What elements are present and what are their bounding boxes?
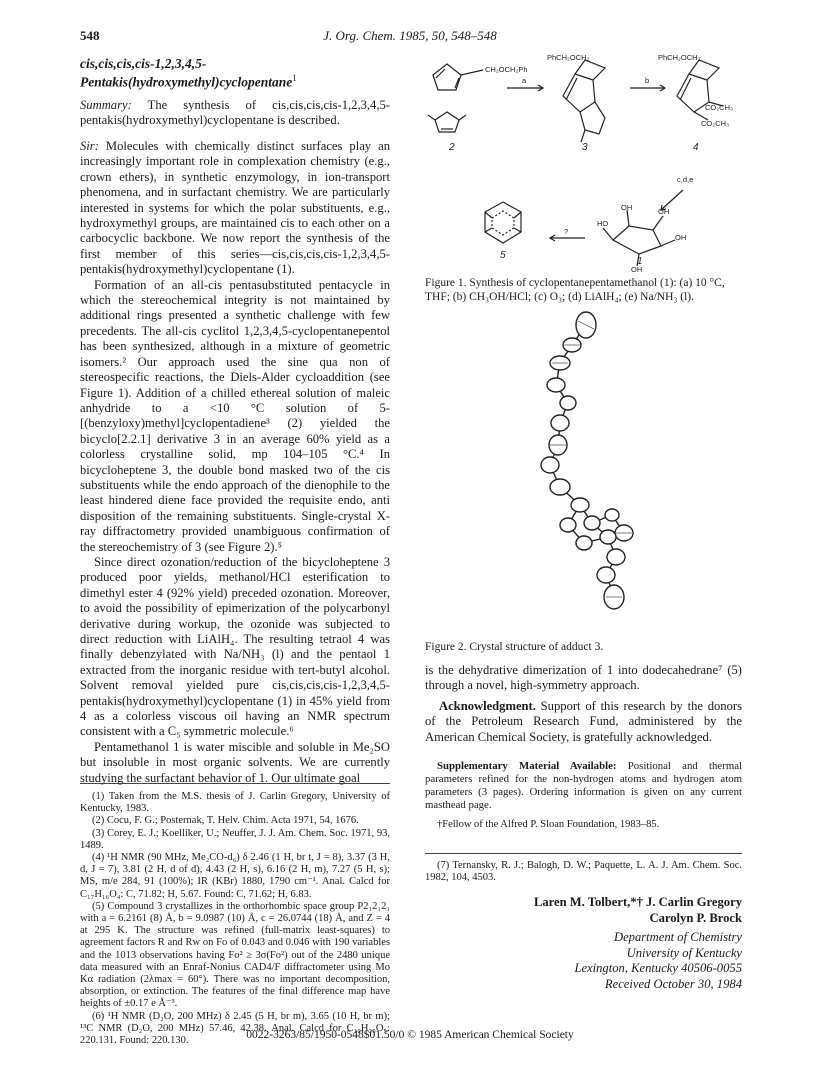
- page-number: 548: [80, 28, 100, 43]
- label-co2ch3-b: CO₂CH₃: [701, 119, 730, 128]
- footnote: (1) Taken from the M.S. thesis of J. Carlin Gregory, University of Kentucky, 1983.: [80, 791, 390, 815]
- figure1-caption: Figure 1. Synthesis of cyclopentanepentamethanol (1): (a) 10 °C, THF; (b) CH₃OH/HCl; (c) O₃; (d) LiAlH₄; (e) Na/NH₃ (l).: [425, 277, 725, 303]
- label-co2ch3-a: CO₂CH₃: [705, 103, 734, 112]
- summary: [80, 98, 390, 129]
- compound-number-4: 4: [693, 142, 699, 153]
- footnote: (6) ¹H NMR (D₂O, 200 MHz) δ 2.45 (5 H, br m), 3.65 (10 H, br m); ¹³C NMR (D₂O, 200 MHz) 57.46, 42.38. Anal. Calcd for C₁₀H₂₀O₅: 220.131. Found: 220.130.: [80, 1010, 390, 1047]
- label-oh: OH: [621, 203, 633, 212]
- arrow-question-label: ?: [564, 227, 569, 236]
- ack-text: Support of this research by the donors of the Petroleum Research Fund, administered by the American Chemical Society, is gratefully acknowledged.: [425, 699, 742, 744]
- label-sub4: PhCH₂OCH₂: [658, 53, 701, 62]
- article-title: cis,cis,cis,cis-1,2,3,4,5-Pentakis(hydroxymethyl)cyclopentane$^1$: [80, 56, 297, 90]
- supp-label: Supplementary Material Available:: [437, 760, 617, 772]
- arrow-cde-label: c,d,e: [677, 175, 694, 184]
- reference-rule: [425, 853, 742, 854]
- maleic-anhydride: [428, 112, 466, 132]
- running-head: J. Org. Chem. 1985, 50, 548–548: [323, 28, 497, 43]
- figure1-scheme: [425, 50, 742, 272]
- cyclopentadiene-2: [433, 64, 483, 90]
- bicycle-3: [563, 60, 605, 142]
- received-date: Received October 30, 1984: [604, 976, 742, 991]
- footnotes: [80, 791, 390, 1047]
- ack-label: Acknowledgment.: [439, 699, 536, 713]
- label-sub3: PhCH₂OCH₂: [547, 53, 590, 62]
- footnote: (5) Compound 3 crystallizes in the orthorhombic space group P2₁2₁2₁ with a = 6.2161 (8) Å, b = 9.0987 (10) Å, c = 26.0744 (18) Å, and Z = 4 at 295 K. The structure was refined (full-matrix least-squares) to agreement factors R and Rw on Fo of 0.043 and 0.046 with 190 variables and the 1013 observations having Fo² ≥ 3σ(Fo²) out of the 2480 unique data measured with an Enraf-Nonius CAD4/F diffractometer using Mo Kα radiation (2λmax = 60°). There was no important decomposition, absorption, or extinction. The features of the final difference map have heights of ±0.17 e Å⁻³.: [80, 900, 390, 1010]
- paragraph-1: Molecules with chemically distinct surfaces play an increasingly important role in complexation chemistry (e.g., crown ethers), in synthetic enzymology, in ion-transport phenomena, and in surfactant chemistry. We are particularly interested in systems for which the polar substituents, e.g., hydroxymethyl groups, are maintained cis to each other on a carbocyclic backbone. We now report the synthesis of the first member of this series—cis,cis,cis,cis-1,2,3,4,5-pentakis(hydroxymethyl)cyclopentane (1).: [80, 139, 390, 277]
- figure2-ortep: [520, 305, 660, 625]
- university: University of Kentucky: [626, 945, 742, 960]
- author-block: [425, 895, 742, 992]
- continuation-text: is the dehydrative dimerization of 1 into dodecahedrane⁷ (5) through a novel, high-symmetry approach.: [425, 663, 742, 693]
- compound-number-3: 3: [582, 142, 588, 153]
- label-oh: OH: [658, 207, 670, 216]
- paragraph-3: Since direct ozonation/reduction of the bicycloheptene 3 produced poor yields, methanol/HCl esterification to dimethyl ester 4 (92% yield) preceded ozonation. Moreover, to avoid the possibility of epimerization of the polycarbonyl derivative during workup, the ozonide was subjected to direct reduction with LiAlH₄. The resulting tetraol 4 was finally debenzylated with Na/NH₃ (l) and the pentaol 1 extracted from the inorganic residue with tert-butyl alcohol. Solvent removal yielded pure cis,cis,cis,cis-1,2,3,4,5-pentakis(hydroxymethyl)cyclopentane (1) in 45% yield from 4 as a colorless viscous oil having an NMR spectrum consistent with a C₅ symmetric molecule.⁶: [80, 554, 390, 739]
- page-footer: 0022-3263/85/1950-0548$01.50/0 © 1985 American Chemical Society: [246, 1029, 574, 1041]
- fellow-note: †Fellow of the Alfred P. Sloan Foundation, 1983–85.: [437, 819, 660, 830]
- compound-number-1: 1: [637, 256, 643, 267]
- sir-label: Sir:: [80, 139, 99, 153]
- acknowledgment: [425, 699, 742, 745]
- body-text: [80, 139, 390, 786]
- city: Lexington, Kentucky 40506-0055: [574, 961, 742, 975]
- department: Department of Chemistry: [613, 930, 742, 944]
- author-names: Carolyn P. Brock: [649, 910, 742, 925]
- label-ho: HO: [597, 219, 609, 228]
- compound-number-5: 5: [500, 250, 506, 261]
- author-names: Laren M. Tolbert,*† J. Carlin Gregory: [533, 895, 742, 909]
- footnote: (4) ¹H NMR (90 MHz, Me₂CO-d₆) δ 2.46 (1 H, br t, J = 8), 3.37 (3 H, d, J = 7), 3.81 (2 H, d of d), 4.43 (2 H, s), 6.16 (2 H, m), 7.27 (5 H, s); MS, m/e 284, 91 (100%); IR (KBr) 1880, 1790 cm⁻¹. Anal. Calcd for C₁₇H₁₆O₄: C, 71.82; H, 5.67. Found: C, 71.62; H, 6.83.: [80, 852, 390, 900]
- label-oh: OH: [675, 233, 687, 242]
- label-oh: OH: [631, 265, 643, 272]
- compound-number-2: 2: [449, 142, 455, 153]
- dodecahedrane-5: [485, 202, 521, 243]
- supp-text: Positional and thermal parameters refined for the non-hydrogen atoms and hydrogen atom parameters (3 pages). Ordering information is given on any current masthead page.: [425, 760, 743, 811]
- arrow-a-label: a: [522, 76, 527, 85]
- footnote: (2) Cocu, F. G.; Posternak, T. Helv. Chim. Acta 1971, 54, 1676.: [92, 815, 359, 827]
- figure2-caption: Figure 2. Crystal structure of adduct 3.: [425, 641, 604, 653]
- summary-text: The synthesis of cis,cis,cis,cis-1,2,3,4,5-pentakis(hydroxymethyl)cyclopentane is described.: [80, 98, 390, 128]
- supplementary-material: [425, 760, 742, 812]
- label-ch2och2ph: CH₂OCH₂Ph: [485, 65, 528, 74]
- footnote-rule: [80, 783, 390, 784]
- arrow-b-label: b: [645, 76, 650, 85]
- paragraph-4: Pentamethanol 1 is water miscible and soluble in Me₂SO but insoluble in most organic solvents. We are currently studying the surfactant behavior of 1. Our ultimate goal: [80, 739, 390, 785]
- reference-7: (7) Ternansky, R. J.; Balogh, D. W.; Paquette, L. A. J. Am. Chem. Soc. 1982, 104, 4503.: [425, 860, 742, 884]
- footnote: (3) Corey, E. J.; Koelliker, U.; Neuffer, J. J. Am. Chem. Soc. 1971, 93, 1489.: [80, 827, 390, 851]
- paragraph-2: Formation of an all-cis pentasubstituted pentacycle in which the stereochemical integrity is not maintained by additional rings presented a synthetic challenge with few precedents. The all-cis cyclitol 1,2,3,4,5-cyclopentanepentol has been synthesized, although in a mixture of geometric isomers.² Our approach used the sine qua non of stereospecific reactions, the Diels-Alder cycloaddition (see Figure 1). Addition of a chilled ethereal solution of maleic anhydride to a <10 °C solution of 5-[(benzyloxy)methyl]cyclopentadiene³ (2) yielded the bicyclo[2.2.1] derivative 3 in an average 60% yield as a colorless crystalline solid, mp 104–105 °C.⁴ In bicycloheptene 3, the double bond masked two of the cis substituents while the endo approach of the dienophile to the least hindered diene face provided the requisite endo, anti disposition of the remaining substituents. Single-crystal X-ray diffractometry provided unambiguous confirmation of the stereochemistry of 3 (see Figure 2).⁵: [80, 277, 390, 554]
- summary-label: Summary:: [80, 98, 132, 112]
